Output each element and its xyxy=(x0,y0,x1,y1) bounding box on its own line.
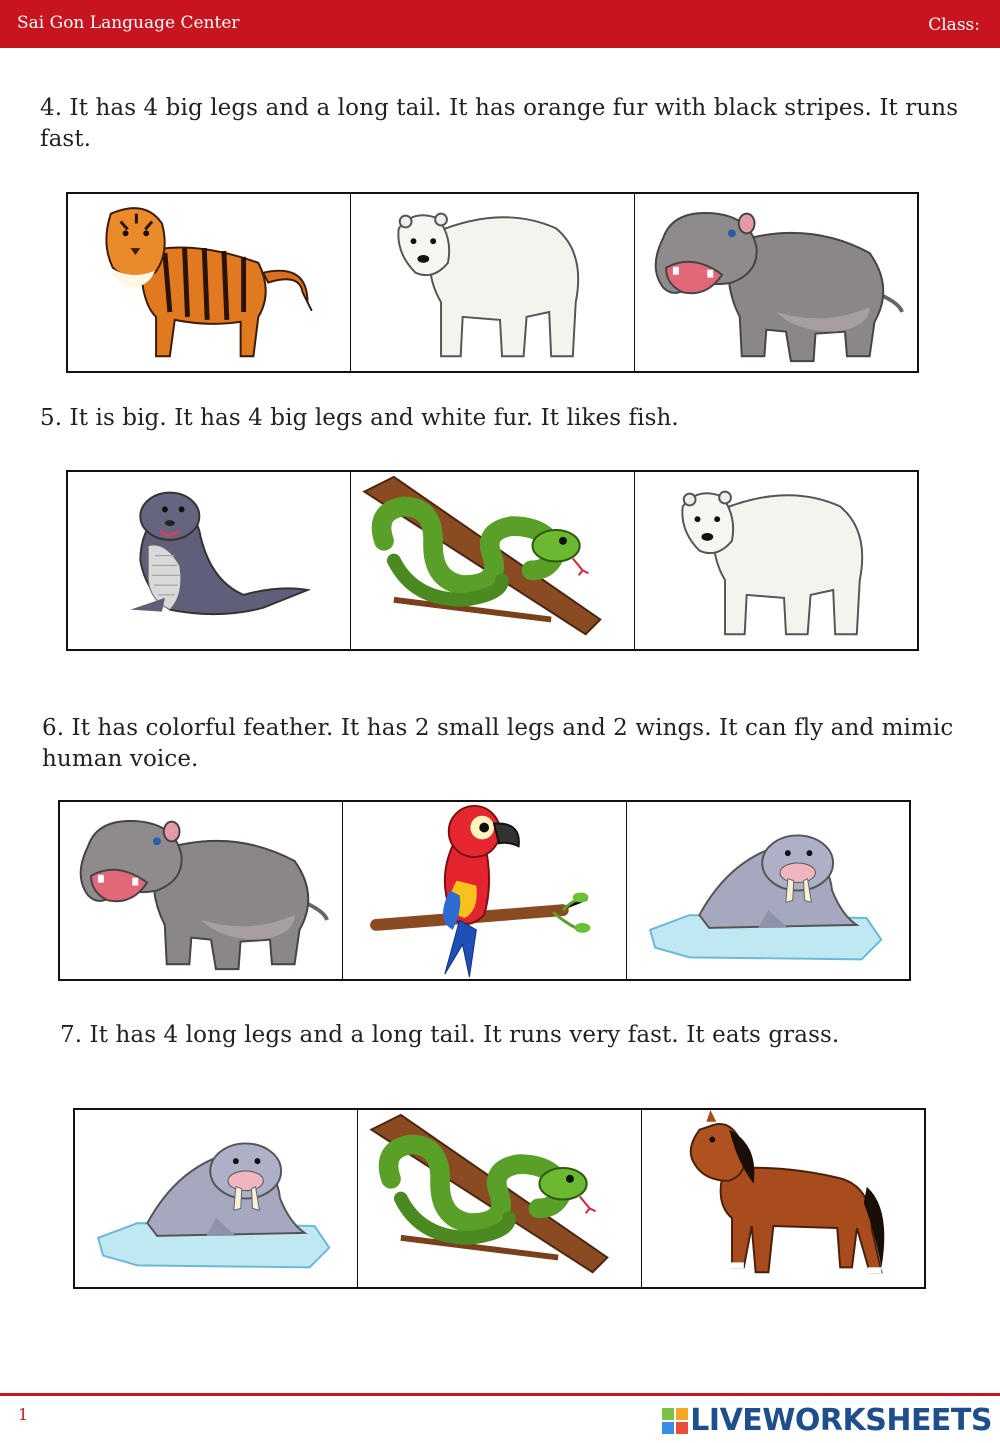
option-parrot[interactable] xyxy=(343,802,626,979)
center-name: Sai Gon Language Center xyxy=(17,13,240,33)
class-label: Class: xyxy=(928,15,980,35)
question-4-options xyxy=(66,192,919,373)
option-walrus[interactable] xyxy=(627,802,909,979)
option-polar-bear[interactable] xyxy=(351,194,634,371)
question-4-text: 4. It has 4 big legs and a long tail. It has orange fur with black stripes. It runs fast. xyxy=(40,95,959,152)
liveworksheets-logo[interactable] xyxy=(662,1403,992,1438)
snake-icon xyxy=(351,472,633,649)
question-7-text: 7. It has 4 long legs and a long tail. It runs very fast. It eats grass. xyxy=(60,1022,840,1048)
polar-bear-icon xyxy=(351,194,633,371)
horse-icon xyxy=(642,1110,924,1287)
option-tiger[interactable] xyxy=(68,194,351,371)
option-horse[interactable] xyxy=(642,1110,924,1287)
option-walrus[interactable] xyxy=(75,1110,358,1287)
option-snake[interactable] xyxy=(358,1110,641,1287)
question-5-text: 5. It is big. It has 4 big legs and white fur. It likes fish. xyxy=(40,405,679,431)
option-seal[interactable] xyxy=(68,472,351,649)
walrus-icon xyxy=(75,1110,357,1287)
question-7-options xyxy=(73,1108,926,1289)
page-number: 1 xyxy=(18,1405,29,1424)
footer-divider xyxy=(0,1393,1000,1396)
snake-icon xyxy=(358,1110,640,1287)
hippo-icon xyxy=(635,194,917,371)
question-6-options xyxy=(58,800,911,981)
seal-icon xyxy=(68,472,350,649)
header-bar xyxy=(0,0,1000,48)
option-hippo[interactable] xyxy=(635,194,917,371)
question-5-options xyxy=(66,470,919,651)
walrus-icon xyxy=(627,802,909,979)
hippo-icon xyxy=(60,802,342,979)
option-polar-bear[interactable] xyxy=(635,472,917,649)
logo-blocks-icon xyxy=(662,1408,688,1434)
option-hippo[interactable] xyxy=(60,802,343,979)
tiger-icon xyxy=(68,194,350,371)
logo-text: LIVEWORKSHEETS xyxy=(690,1403,992,1438)
polar-bear-icon xyxy=(635,472,917,649)
option-snake[interactable] xyxy=(351,472,634,649)
question-6-text: 6. It has colorful feather. It has 2 small legs and 2 wings. It can fly and mimic human voice. xyxy=(42,715,954,772)
parrot-icon xyxy=(343,802,625,979)
